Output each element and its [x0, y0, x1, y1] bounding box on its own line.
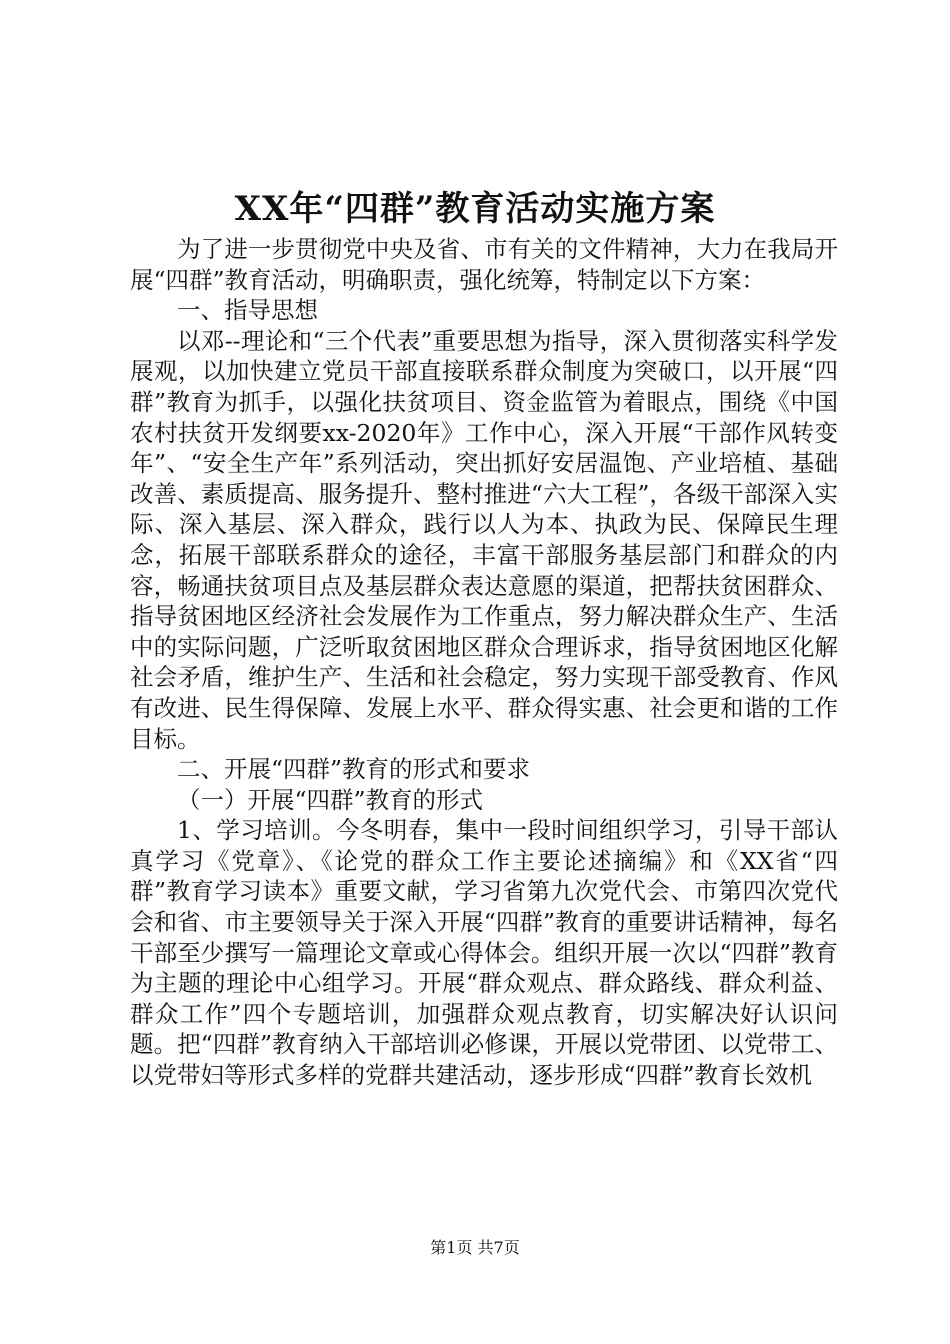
guiding-thought-paragraph: 以邓--理论和“三个代表”重要思想为指导，深入贯彻落实科学发展观，以加快建立党员干部直接联系群众制度为突破口，以开展“四群”教育为抓手，以强化扶贫项目、资金监管为着眼点，围绕《中国农村扶贫开发纲要xx-2020年》工作中心，深入开展“干部作风转变年”、“安全生产年”系列活动，突出抓好安居温饱、产业培植、基础改善、素质提高、服务提升、整村推进“六大工程”，各级干部深入实际、深入基层、深入群众，践行以人为本、执政为民、保障民生理念，拓展干部联系群众的途径，丰富干部服务基层部门和群众的内容，畅通扶贫项目点及基层群众表达意愿的渠道，把帮扶贫困群众、指导贫困地区经济社会发展作为工作重点，努力解决群众生产、生活中的实际问题，广泛听取贫困地区群众合理诉求，指导贫困地区化解社会矛盾，维护生产、生活和社会稳定，努力实现干部受教育、作风有改进、民生得保障、发展上水平、群众得实惠、社会更和谐的工作目标。 — [130, 326, 838, 753]
intro-paragraph: 为了进一步贯彻党中央及省、市有关的文件精神，大力在我局开展“四群”教育活动，明确职责，强化统筹，特制定以下方案： — [130, 235, 838, 294]
document-title: XX年“四群”教育活动实施方案 — [234, 189, 716, 229]
document-body — [130, 234, 838, 1091]
section-heading-forms-and-requirements: 二、开展“四群”教育的形式和要求 — [177, 755, 531, 784]
study-training-paragraph: 1、学习培训。今冬明春，集中一段时间组织学习，引导干部认真学习《党章》、《论党的群众工作主要论述摘编》和《XX省“四群”教育学习读本》重要文献，学习省第九次党代会、市第四次党代会和省、市主要领导关于深入开展“四群”教育的重要讲话精神，每名干部至少撰写一篇理论文章或心得体会。组织开展一次以“四群”教育为主题的理论中心组学习。开展“群众观点、群众路线、群众利益、群众工作”四个专题培训，加强群众观点教育，切实解决好认识问题。把“四群”教育纳入干部培训必修课，开展以党带团、以党带工、以党带妇等形式多样的党群共建活动，逐步形成“四群”教育长效机 — [130, 816, 838, 1090]
page-number-footer: 第1页 共7页 — [430, 1238, 520, 1257]
subsection-heading-forms: （一）开展“四群”教育的形式 — [177, 785, 484, 814]
section-heading-guiding-thought: 一、指导思想 — [177, 296, 318, 325]
